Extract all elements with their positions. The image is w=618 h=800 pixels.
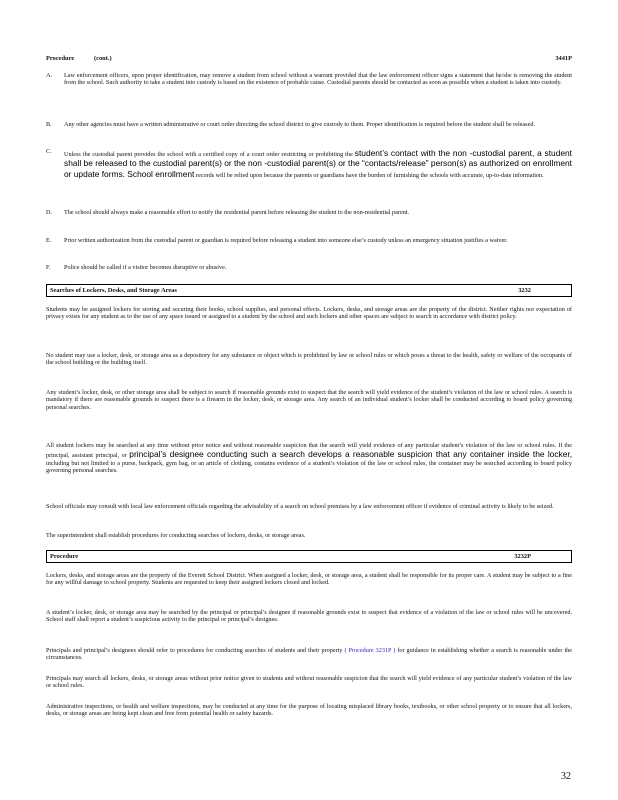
procedure-cont: (cont.) xyxy=(94,55,112,62)
paragraph xyxy=(46,442,572,475)
list-item xyxy=(46,237,572,253)
list-item xyxy=(46,121,572,137)
list-item xyxy=(46,148,572,200)
item-text: Police should be called if a visitor becomes disruptive or abusive. xyxy=(64,264,227,271)
item-text-a: Unless the custodial parent provides the school with a certified copy of a court order restricting or prohibiting the xyxy=(64,151,353,158)
item-letter: E. xyxy=(46,237,52,244)
paragraph-text-a: All student lockers may be searched at any time without prior notice and without reasonable suspicion that the search will yield evidence of any particular student’s violation of the law or school rules. If the principal, assistant principal, or xyxy=(46,442,572,460)
paragraph: A student’s locker, desk, or storage area may be searched by the principal or principal’s designee if reasonable grounds exist to suspect that evidence of a violation of the law or school rules will be uncovered. School staff shall report a student’s suspicious activity to the principal or principal’s designee. xyxy=(46,609,572,624)
item-letter: D. xyxy=(46,209,53,216)
section-title-bar xyxy=(46,284,572,297)
procedure-label: Procedure xyxy=(46,55,75,62)
item-letter: B. xyxy=(46,121,52,128)
paragraph: School officials may consult with local law enforcement officials regarding the advisability of a search on school premises by a law enforcement officer if evidence of criminal activity is likely to be seized. xyxy=(46,503,554,510)
paragraph: The superintendent shall establish procedures for conducting searches of lockers, desks, or storage areas. xyxy=(46,532,306,539)
item-letter: C. xyxy=(46,148,52,155)
paragraph-text-b: including but not limited to a purse, backpack, gym bag, or an article of clothing, contains evidence of a student’s violation of the law or school rules, the container may be searched according to board policy governing personal searches. xyxy=(46,459,572,475)
item-text: The school should always make a reasonable effort to notify the residential parent before releasing the student to the non-residential parent. xyxy=(64,209,410,216)
paragraph-text-large: principal’s designee conducting such a search develops a reasonable suspicion that any container inside the locker, xyxy=(129,449,573,460)
item-text xyxy=(64,148,572,179)
list-item xyxy=(46,264,572,273)
paragraph: Students may be assigned lockers for storing and securing their books, school supplies, and personal effects. Lockers, desks, and storage areas are the property of the district. Neither rights nor expectation of privacy exists for any student as to the use of any space issued or assigned to a student by the school and such lockers and other spaces are subject to search in accordance with district policy. xyxy=(46,306,572,321)
paragraph-text-b: for guidance in establishing whether a search is reasonable under the circumstances. xyxy=(46,647,573,662)
procedure-label: Procedure xyxy=(50,553,79,560)
item-text: Prior written authorization from the custodial parent or guardian is required before releasing a student into someone else’s custody unless an emergency situation justifies a waiver. xyxy=(64,237,508,244)
item-letter: F. xyxy=(46,264,51,271)
paragraph-text-a: Principals and principal’s designees should refer to procedures for conducting searches of students and their property xyxy=(46,647,343,654)
item-text-b: records will be relied upon because the parents or guardians have the burden of furnishing the schools with accurate, up-to-date information. xyxy=(195,171,544,179)
list-item xyxy=(46,72,572,112)
paragraph xyxy=(46,647,572,662)
list-item xyxy=(46,209,572,225)
item-text: Any other agencies must have a written administrative or court order directing the school district to give custody to them. Proper identification is required before the student shall be released. xyxy=(64,121,535,128)
procedure-title-bar xyxy=(46,550,572,563)
procedure-link[interactable]: ( Procedure 3231P ) xyxy=(344,647,396,654)
procedure-code: 3441P xyxy=(555,55,572,62)
paragraph: Principals may search all lockers, desks, or storage areas without prior notice given to students and without reasonable suspicion that the search will yield evidence of any particular student’s violation of the law or school rules. xyxy=(46,675,572,690)
paragraph: No student may use a locker, desk, or storage area as a depository for any substance or object which is prohibited by law or school rules or which poses a threat to the health, safety or welfare of the occupants of the school building or the building itself. xyxy=(46,352,572,367)
item-text-large: student’s contact with the non -custodial parent, a student shall be released to the custodial parent(s) or the non -custodial parent(s) or the “contacts/release” person(s) as authorized on enrollment or update forms. School enrollment xyxy=(64,148,573,179)
section-code: 3232 xyxy=(518,287,531,294)
procedure-code: 3232P xyxy=(514,553,531,560)
paragraph: Lockers, desks, and storage areas are the property of the Everett School District. When assigned a locker, desk, or storage area, a student shall be responsible for its proper care. A student may be subject to a fine for any willful damage to school property. Students are requested to keep their assigned lockers closed and locked. xyxy=(46,572,572,587)
item-letter: A. xyxy=(46,72,53,79)
paragraph: Administrative inspections, or health and welfare inspections, may be conducted at any time for the purpose of locating misplaced library books, textbooks, or other school property or to ensure that all lockers, desks, or storage areas are being kept clean and free from potential health or safety hazards. xyxy=(46,703,572,718)
paragraph: Any student’s locker, desk, or other storage area shall be subject to search if reasonable grounds exist to suspect that the search will yield evidence of the student’s violation of the law or school rules. A search is mandatory if there are reasonable grounds to suspect there is a firearm in the locker, desk, or storage area. Any search of an individual student’s locker shall be conducted according to board policy governing personal searches. xyxy=(46,389,572,411)
section-title: Searches of Lockers, Desks, and Storage Areas xyxy=(50,287,177,294)
item-text: Law enforcement officers, upon proper identification, may remove a student from school without a warrant provided that the law enforcement officer signs a statement that he/she is removing the student from the school. Such authority to take a student into custody is based on the existence of probable cause. Custodial parents should be contacted as soon as possible when a student is taken into custody. xyxy=(64,72,572,87)
page-number: 32 xyxy=(561,771,571,782)
